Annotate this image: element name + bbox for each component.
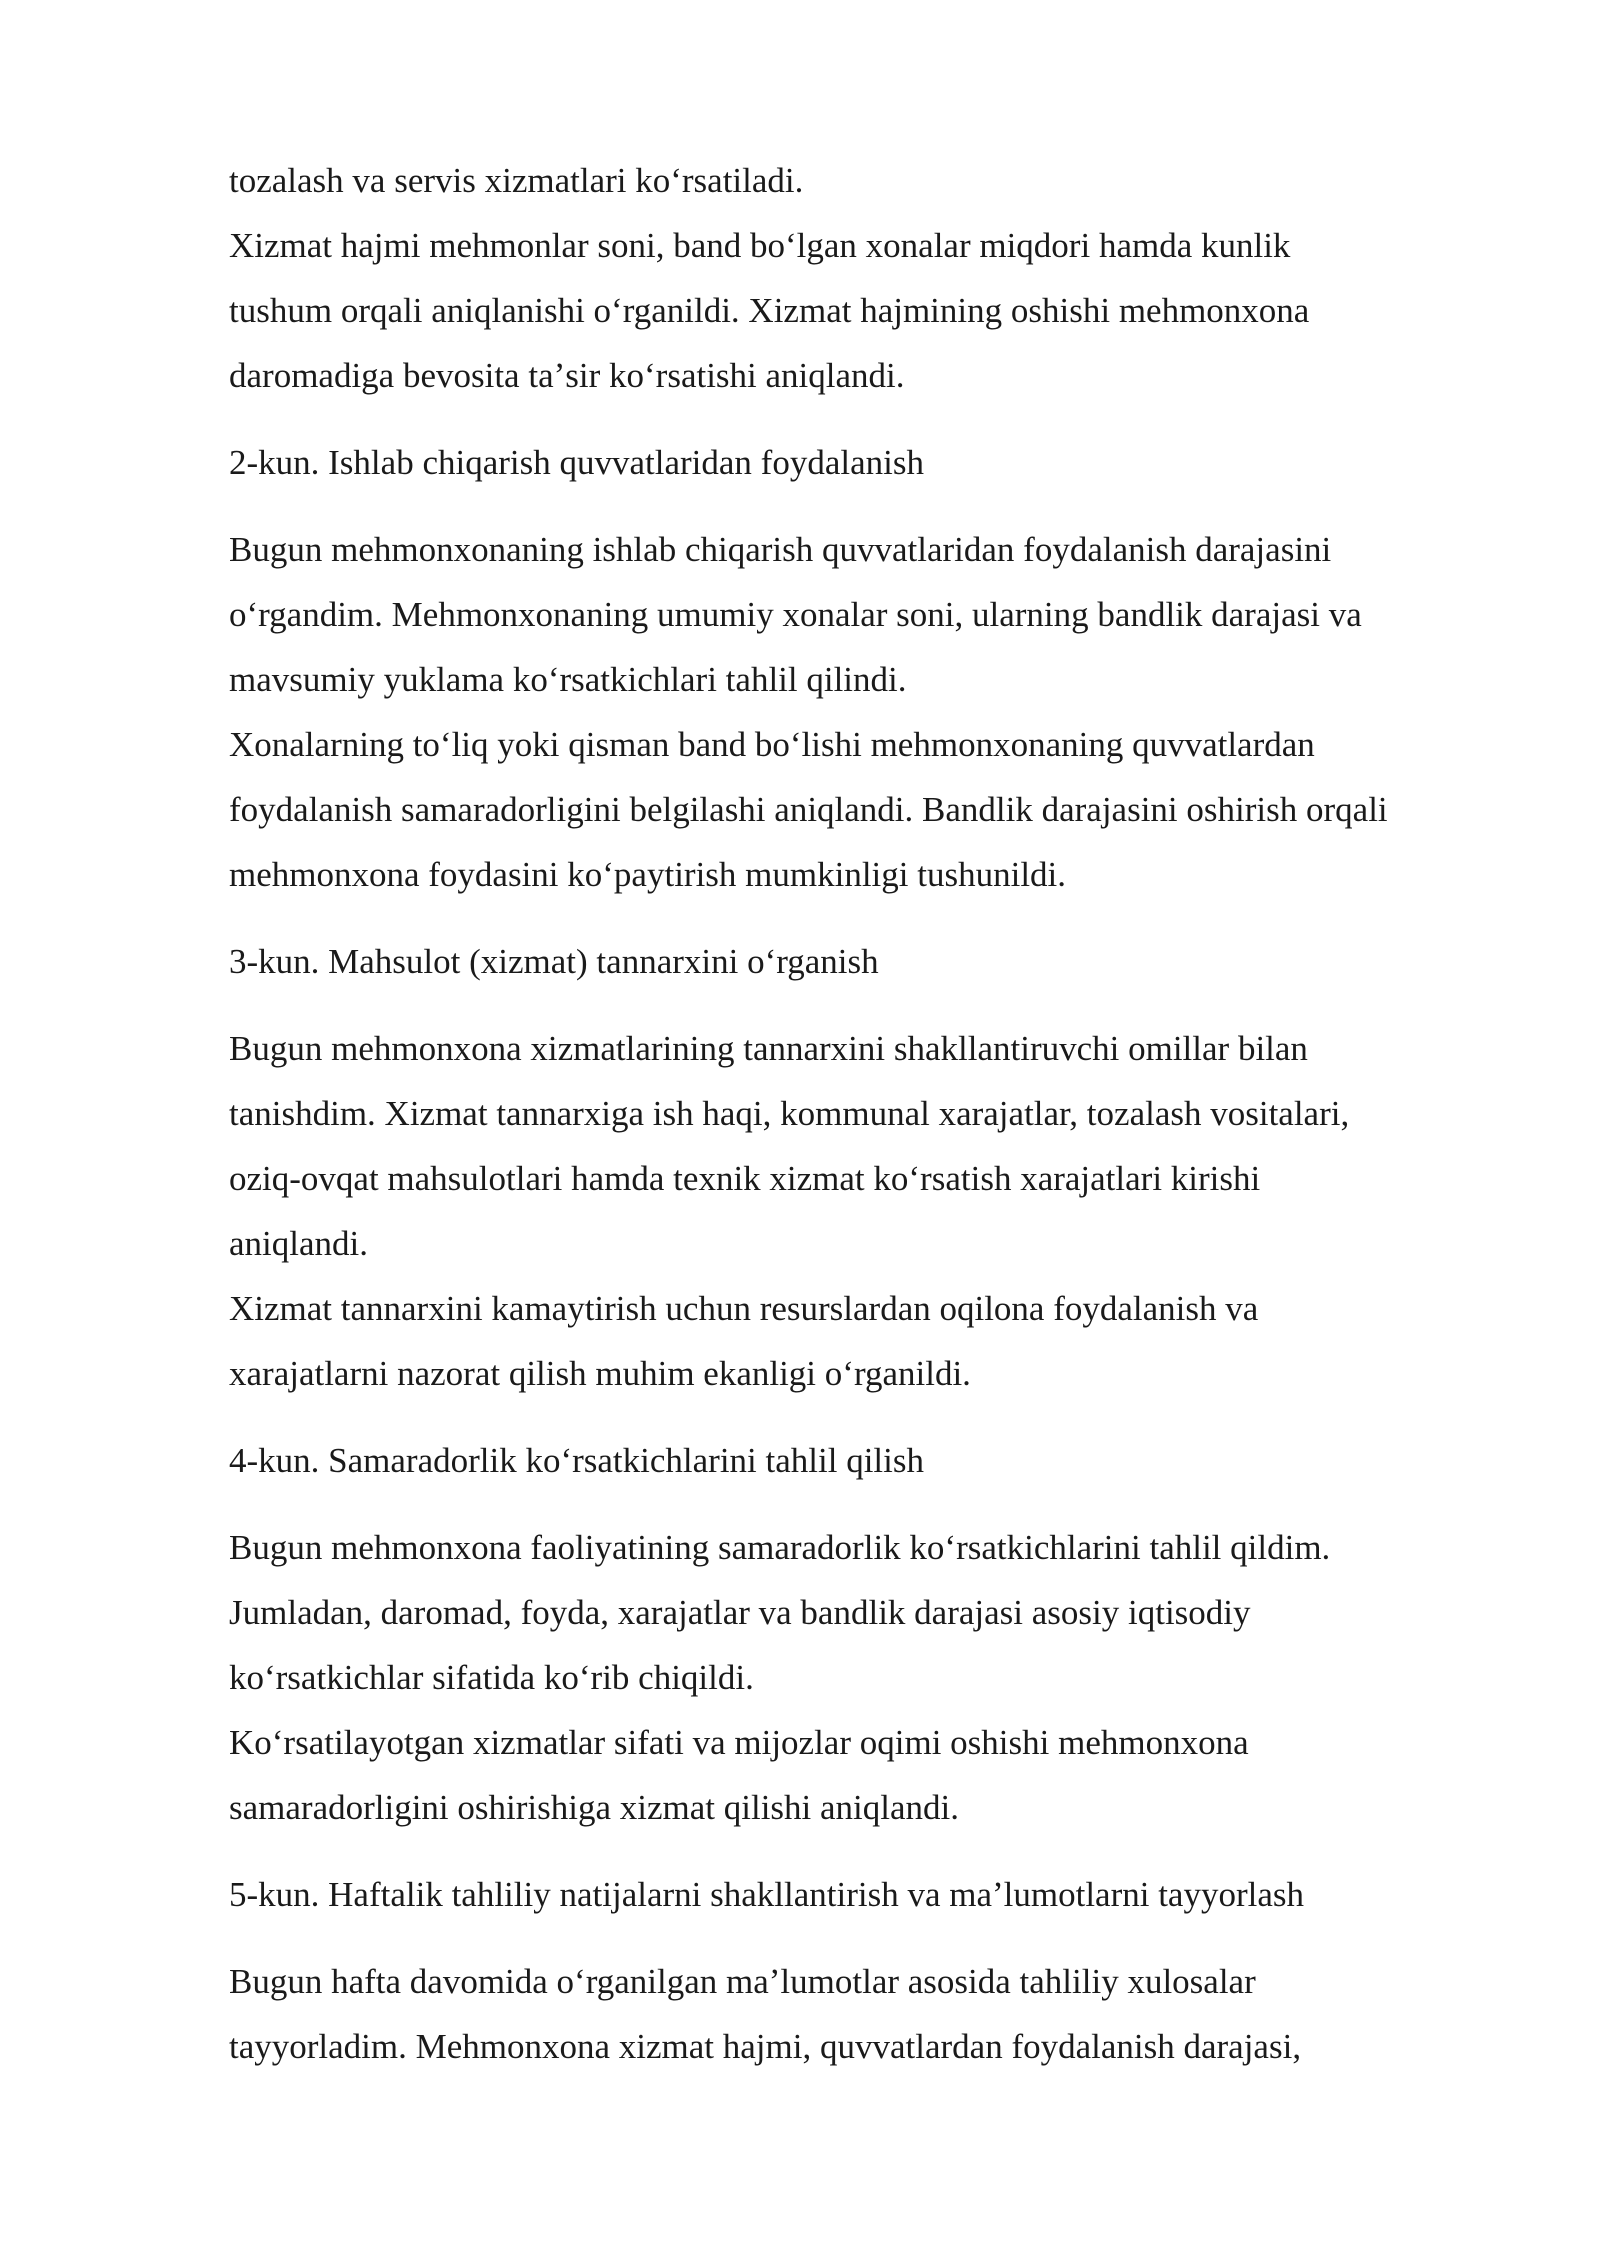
body-text-line: Bugun hafta davomida oʻrganilgan maʼlumotlar asosida tahliliy xulosalar	[229, 1962, 1256, 2001]
body-text-line: xarajatlarni nazorat qilish muhim ekanligi oʻrganildi.	[229, 1354, 971, 1393]
section-heading-day-2: 2-kun. Ishlab chiqarish quvvatlaridan foydalanish	[229, 443, 924, 482]
body-text-line: koʻrsatkichlar sifatida koʻrib chiqildi.	[229, 1658, 754, 1697]
body-text-line: Xizmat tannarxini kamaytirish uchun resurslardan oqilona foydalanish va	[229, 1289, 1259, 1328]
body-text-line: mehmonxona foydasini koʻpaytirish mumkinligi tushunildi.	[229, 855, 1067, 894]
body-text-line: oziq-ovqat mahsulotlari hamda texnik xizmat koʻrsatish xarajatlari kirishi	[229, 1159, 1261, 1198]
body-text-line: tanishdim. Xizmat tannarxiga ish haqi, kommunal xarajatlar, tozalash vositalari,	[229, 1094, 1350, 1133]
body-text-line: aniqlandi.	[229, 1224, 368, 1263]
body-text-line: Jumladan, daromad, foyda, xarajatlar va bandlik darajasi asosiy iqtisodiy	[229, 1593, 1251, 1632]
body-text-line: mavsumiy yuklama koʻrsatkichlari tahlil qilindi.	[229, 660, 907, 699]
body-text-line: samaradorligini oshirishiga xizmat qilishi aniqlandi.	[229, 1788, 960, 1827]
body-text-line: Koʻrsatilayotgan xizmatlar sifati va mijozlar oqimi oshishi mehmonxona	[229, 1723, 1249, 1762]
body-text-line: Bugun mehmonxona faoliyatining samaradorlik koʻrsatkichlarini tahlil qildim.	[229, 1528, 1331, 1567]
section-heading-day-4: 4-kun. Samaradorlik koʻrsatkichlarini tahlil qilish	[229, 1441, 924, 1480]
body-text-line: Xizmat hajmi mehmonlar soni, band boʻlgan xonalar miqdori hamda kunlik	[229, 226, 1291, 265]
body-text-line: tozalash va servis xizmatlari koʻrsatiladi.	[229, 161, 804, 200]
body-text-line: oʻrgandim. Mehmonxonaning umumiy xonalar soni, ularning bandlik darajasi va	[229, 595, 1362, 634]
body-text-line: Bugun mehmonxonaning ishlab chiqarish quvvatlaridan foydalanish darajasini	[229, 530, 1332, 569]
body-text-line: tushum orqali aniqlanishi oʻrganildi. Xizmat hajmining oshishi mehmonxona	[229, 291, 1310, 330]
body-text-line: Xonalarning toʻliq yoki qisman band boʻlishi mehmonxonaning quvvatlardan	[229, 725, 1315, 764]
body-text-line: Bugun mehmonxona xizmatlarining tannarxini shakllantiruvchi omillar bilan	[229, 1029, 1308, 1068]
body-text-line: daromadiga bevosita taʼsir koʻrsatishi aniqlandi.	[229, 356, 905, 395]
section-heading-day-5: 5-kun. Haftalik tahliliy natijalarni shakllantirish va maʼlumotlarni tayyorlash	[229, 1875, 1305, 1914]
document-body	[229, 148, 1499, 2079]
body-text-line: foydalanish samaradorligini belgilashi aniqlandi. Bandlik darajasini oshirish orqali	[229, 790, 1388, 829]
section-heading-day-3: 3-kun. Mahsulot (xizmat) tannarxini oʻrganish	[229, 942, 879, 981]
body-text-line: tayyorladim. Mehmonxona xizmat hajmi, quvvatlardan foydalanish darajasi,	[229, 2027, 1302, 2066]
